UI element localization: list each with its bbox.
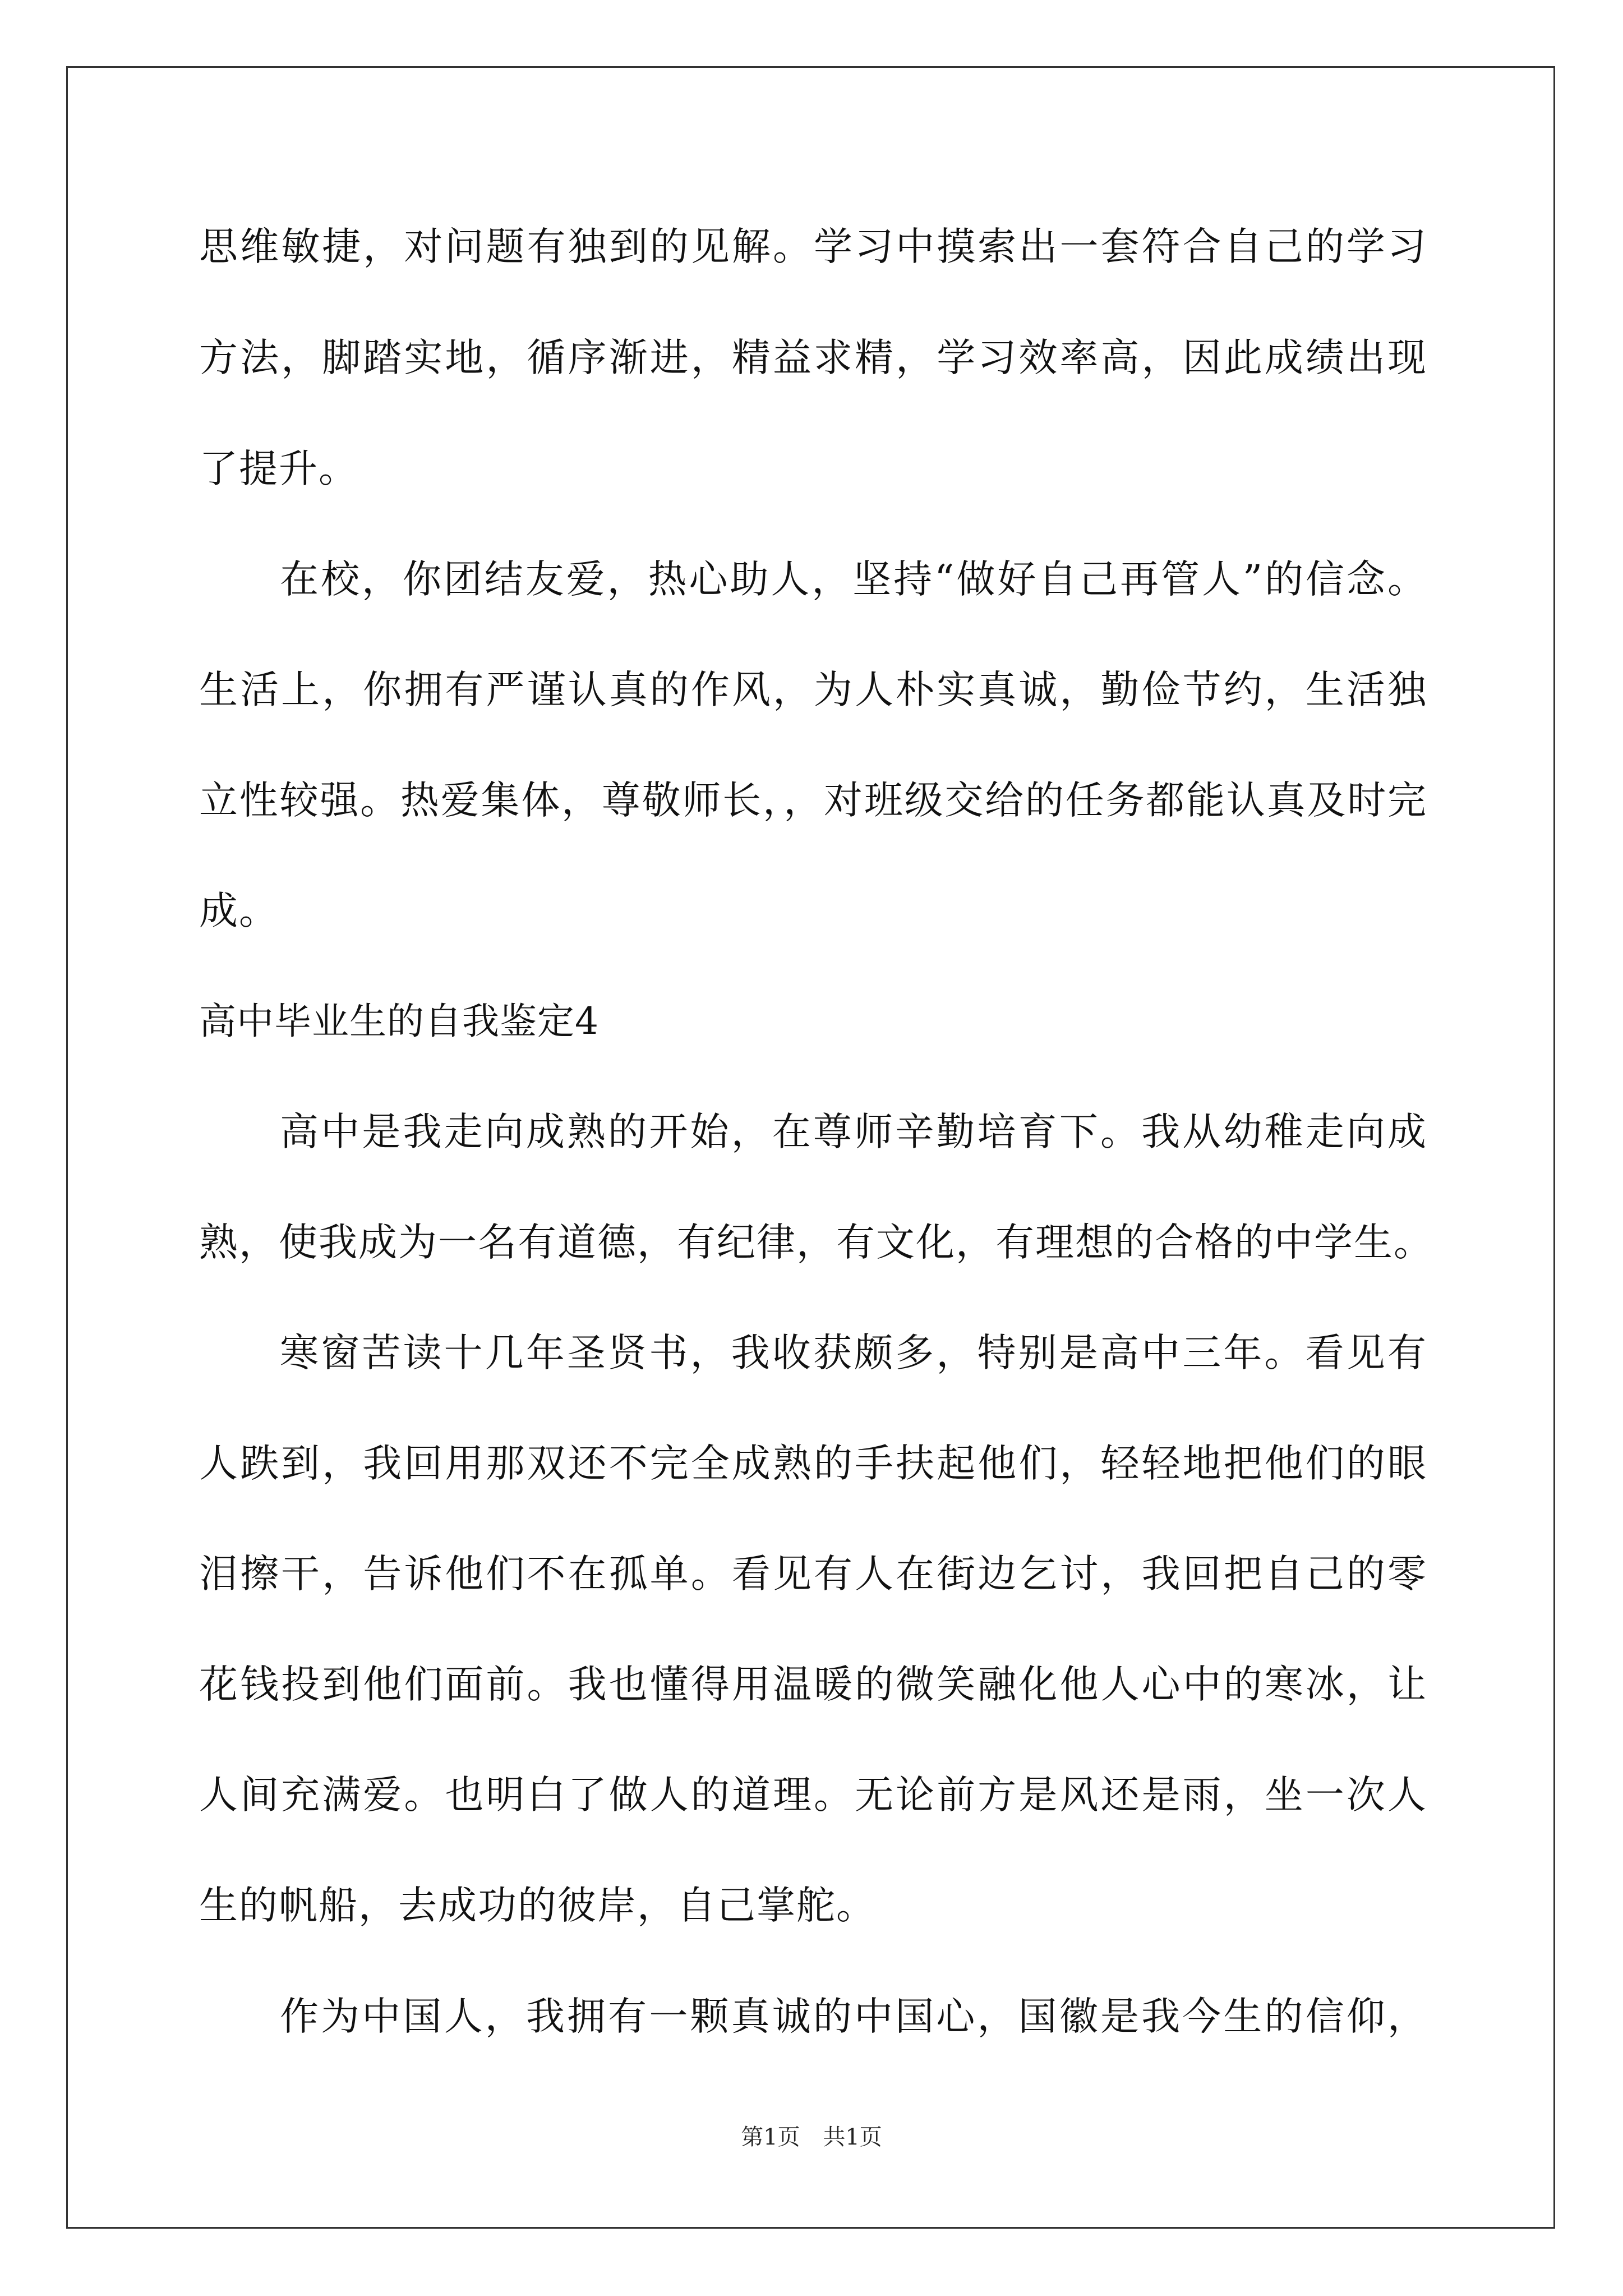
paragraph-line: 高中是我走向成熟的开始，在尊师辛勤培育下。我从幼稚走向成 — [280, 1110, 1427, 1154]
paragraph-line: 人跌到，我回用那双还不完全成熟的手扶起他们，轻轻地把他们的眼 — [199, 1441, 1427, 1486]
page-number: 第1页 — [741, 2124, 800, 2150]
paragraph-line: 思维敏捷，对问题有独到的见解。学习中摸索出一套符合自己的学习 — [199, 224, 1427, 269]
section-heading: 高中毕业生的自我鉴定4 — [199, 1000, 599, 1043]
paragraph-line: 人间充满爱。也明白了做人的道理。无论前方是风还是雨，坐一次人 — [199, 1773, 1427, 1818]
paragraph-line: 作为中国人，我拥有一颗真诚的中国心，国徽是我今生的信仰， — [280, 1994, 1427, 2039]
paragraph-line: 泪擦干，告诉他们不在孤单。看见有人在街边乞讨，我回把自己的零 — [199, 1552, 1427, 1596]
paragraph-line: 方法，脚踏实地，循序渐进，精益求精，学习效率高，因此成绩出现 — [199, 335, 1427, 380]
paragraph-line: 在校，你团结友爱，热心助人，坚持“做好自己再管人”的信念。 — [280, 557, 1427, 602]
paragraph-line: 生活上，你拥有严谨认真的作风，为人朴实真诚，勤俭节约，生活独 — [199, 668, 1427, 712]
paragraph-line: 了提升。 — [199, 447, 358, 491]
page-total: 共1页 — [823, 2124, 882, 2150]
paragraph-line: 寒窗苦读十几年圣贤书，我收获颇多，特别是高中三年。看见有 — [280, 1331, 1427, 1375]
paragraph-line: 花钱投到他们面前。我也懂得用温暖的微笑融化他人心中的寒冰，让 — [199, 1662, 1427, 1707]
paragraph-line: 成。 — [199, 889, 279, 933]
page-footer — [0, 2123, 1623, 2151]
paragraph-line: 立性较强。热爱集体，尊敬师长，，对班级交给的任务都能认真及时完 — [199, 778, 1427, 823]
paragraph-line: 生的帆船，去成功的彼岸，自己掌舵。 — [199, 1883, 876, 1928]
paragraph-line: 熟，使我成为一名有道德，有纪律，有文化，有理想的合格的中学生。 — [199, 1220, 1433, 1265]
